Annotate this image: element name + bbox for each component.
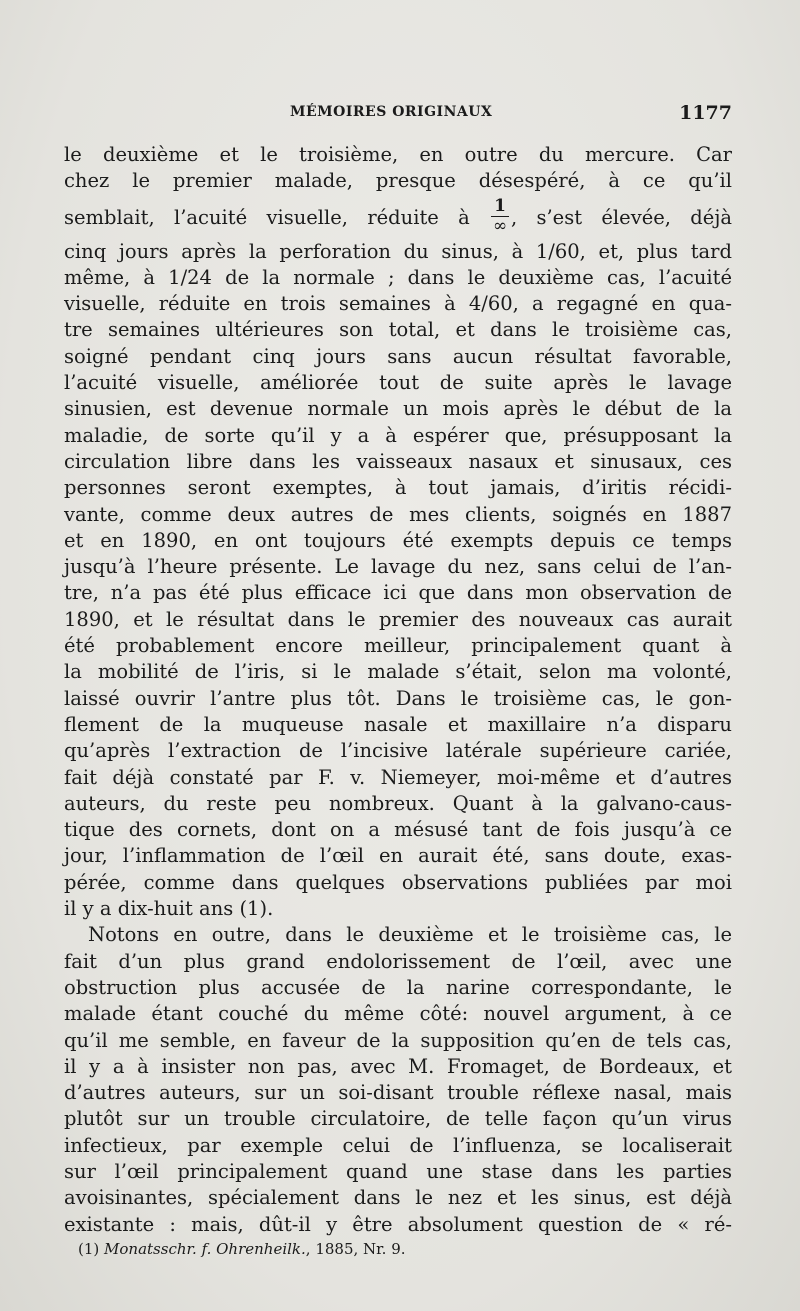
- fraction: [491, 195, 509, 236]
- text-line: fait déjà constaté par F. v. Niemeyer, moi-même et d’autres: [64, 765, 732, 789]
- text-line: personnes seront exemptes, à tout jamais, d’iritis récidi-: [64, 476, 732, 500]
- text-line: cinq jours après la perforation du sinus, à 1/60, et, plus tard: [64, 239, 732, 263]
- footnote-marker: (1): [78, 1240, 100, 1258]
- text-line: il y a dix-huit ans (1).: [64, 897, 274, 921]
- text-line: Notons en outre, dans le deuxième et le troisième cas, le: [88, 923, 732, 947]
- text-line: soigné pendant cinq jours sans aucun résultat favorable,: [64, 344, 732, 368]
- text-line: d’autres auteurs, sur un soi-disant trouble réflexe nasal, mais: [64, 1081, 732, 1105]
- text-line: fait d’un plus grand endolorissement de l’œil, avec une: [64, 949, 732, 973]
- text-line: flement de la muqueuse nasale et maxillaire n’a disparu: [64, 712, 732, 736]
- text-line: existante : mais, dût-il y être absolument question de « ré-: [64, 1212, 732, 1236]
- text-line: tre semaines ultérieures son total, et dans le troisième cas,: [64, 318, 732, 342]
- text-line: sinusien, est devenue normale un mois après le début de la: [64, 397, 732, 421]
- text-line: circulation libre dans les vaisseaux nasaux et sinusaux, ces: [64, 449, 732, 473]
- text-segment: semblait, l’acuité visuelle, réduite à: [64, 205, 490, 229]
- text-line: chez le premier malade, presque désespéré, à ce qu’il: [64, 169, 732, 193]
- text-line: plutôt sur un trouble circulatoire, de telle façon qu’un virus: [64, 1107, 732, 1131]
- text-line: été probablement encore meilleur, principalement quant à: [64, 634, 732, 658]
- text-line: maladie, de sorte qu’il y a à espérer que, présupposant la: [64, 423, 732, 447]
- text-line: [64, 195, 732, 239]
- footnote: [78, 1240, 406, 1258]
- fraction-denominator: ∞: [492, 215, 508, 236]
- text-line: le deuxième et le troisième, en outre du mercure. Car: [64, 143, 732, 166]
- fraction-numerator: 1: [491, 198, 509, 217]
- text-line: la mobilité de l’iris, si le malade s’était, selon ma volonté,: [64, 660, 732, 684]
- footnote-journal: Monatsschr. f. Ohrenheilk.: [104, 1240, 306, 1258]
- body-text: [64, 142, 732, 1238]
- text-line: vante, comme deux autres de mes clients, soignés en 1887: [64, 502, 732, 526]
- text-line: visuelle, réduite en trois semaines à 4/60, a regagné en qua-: [64, 292, 732, 316]
- page-number: 1177: [679, 102, 732, 124]
- text-line: il y a à insister non pas, avec M. Fromaget, de Bordeaux, et: [64, 1054, 732, 1078]
- text-segment: , s’est élevée, déjà: [510, 205, 732, 229]
- text-line: sur l’œil principalement quand une stase dans les parties: [64, 1159, 732, 1183]
- text-line: pérée, comme dans quelques observations publiées par moi: [64, 870, 732, 894]
- text-line: tique des cornets, dont on a mésusé tant de fois jusqu’à ce: [64, 818, 732, 842]
- text-line: qu’après l’extraction de l’incisive latérale supérieure cariée,: [64, 739, 732, 763]
- text-line: tre, n’a pas été plus efficace ici que dans mon observation de: [64, 581, 732, 605]
- text-line: infectieux, par exemple celui de l’influenza, se localiserait: [64, 1133, 732, 1157]
- text-line: laissé ouvrir l’antre plus tôt. Dans le troisième cas, le gon-: [64, 686, 732, 710]
- text-line: 1890, et le résultat dans le premier des nouveaux cas aurait: [64, 607, 732, 631]
- text-line: même, à 1/24 de la normale ; dans le deuxième cas, l’acuité: [64, 265, 732, 289]
- text-line: jusqu’à l’heure présente. Le lavage du nez, sans celui de l’an-: [64, 555, 732, 579]
- text-line: et en 1890, en ont toujours été exempts depuis ce temps: [64, 528, 732, 552]
- text-line: malade étant couché du même côté: nouvel argument, à ce: [64, 1002, 732, 1026]
- text-line: obstruction plus accusée de la narine correspondante, le: [64, 975, 732, 999]
- text-line: jour, l’inflammation de l’œil en aurait été, sans doute, exas-: [64, 844, 732, 868]
- text-line: avoisinantes, spécialement dans le nez et les sinus, est déjà: [64, 1186, 732, 1210]
- text-line: l’acuité visuelle, améliorée tout de suite après le lavage: [64, 371, 732, 395]
- page-header: [64, 102, 732, 126]
- text-line: auteurs, du reste peu nombreux. Quant à la galvano-caus-: [64, 791, 732, 815]
- footnote-citation: , 1885, Nr. 9.: [305, 1240, 406, 1258]
- running-title: MÉMOIRES ORIGINAUX: [290, 104, 493, 120]
- text-line: qu’il me semble, en faveur de la supposition qu’en de tels cas,: [64, 1028, 732, 1052]
